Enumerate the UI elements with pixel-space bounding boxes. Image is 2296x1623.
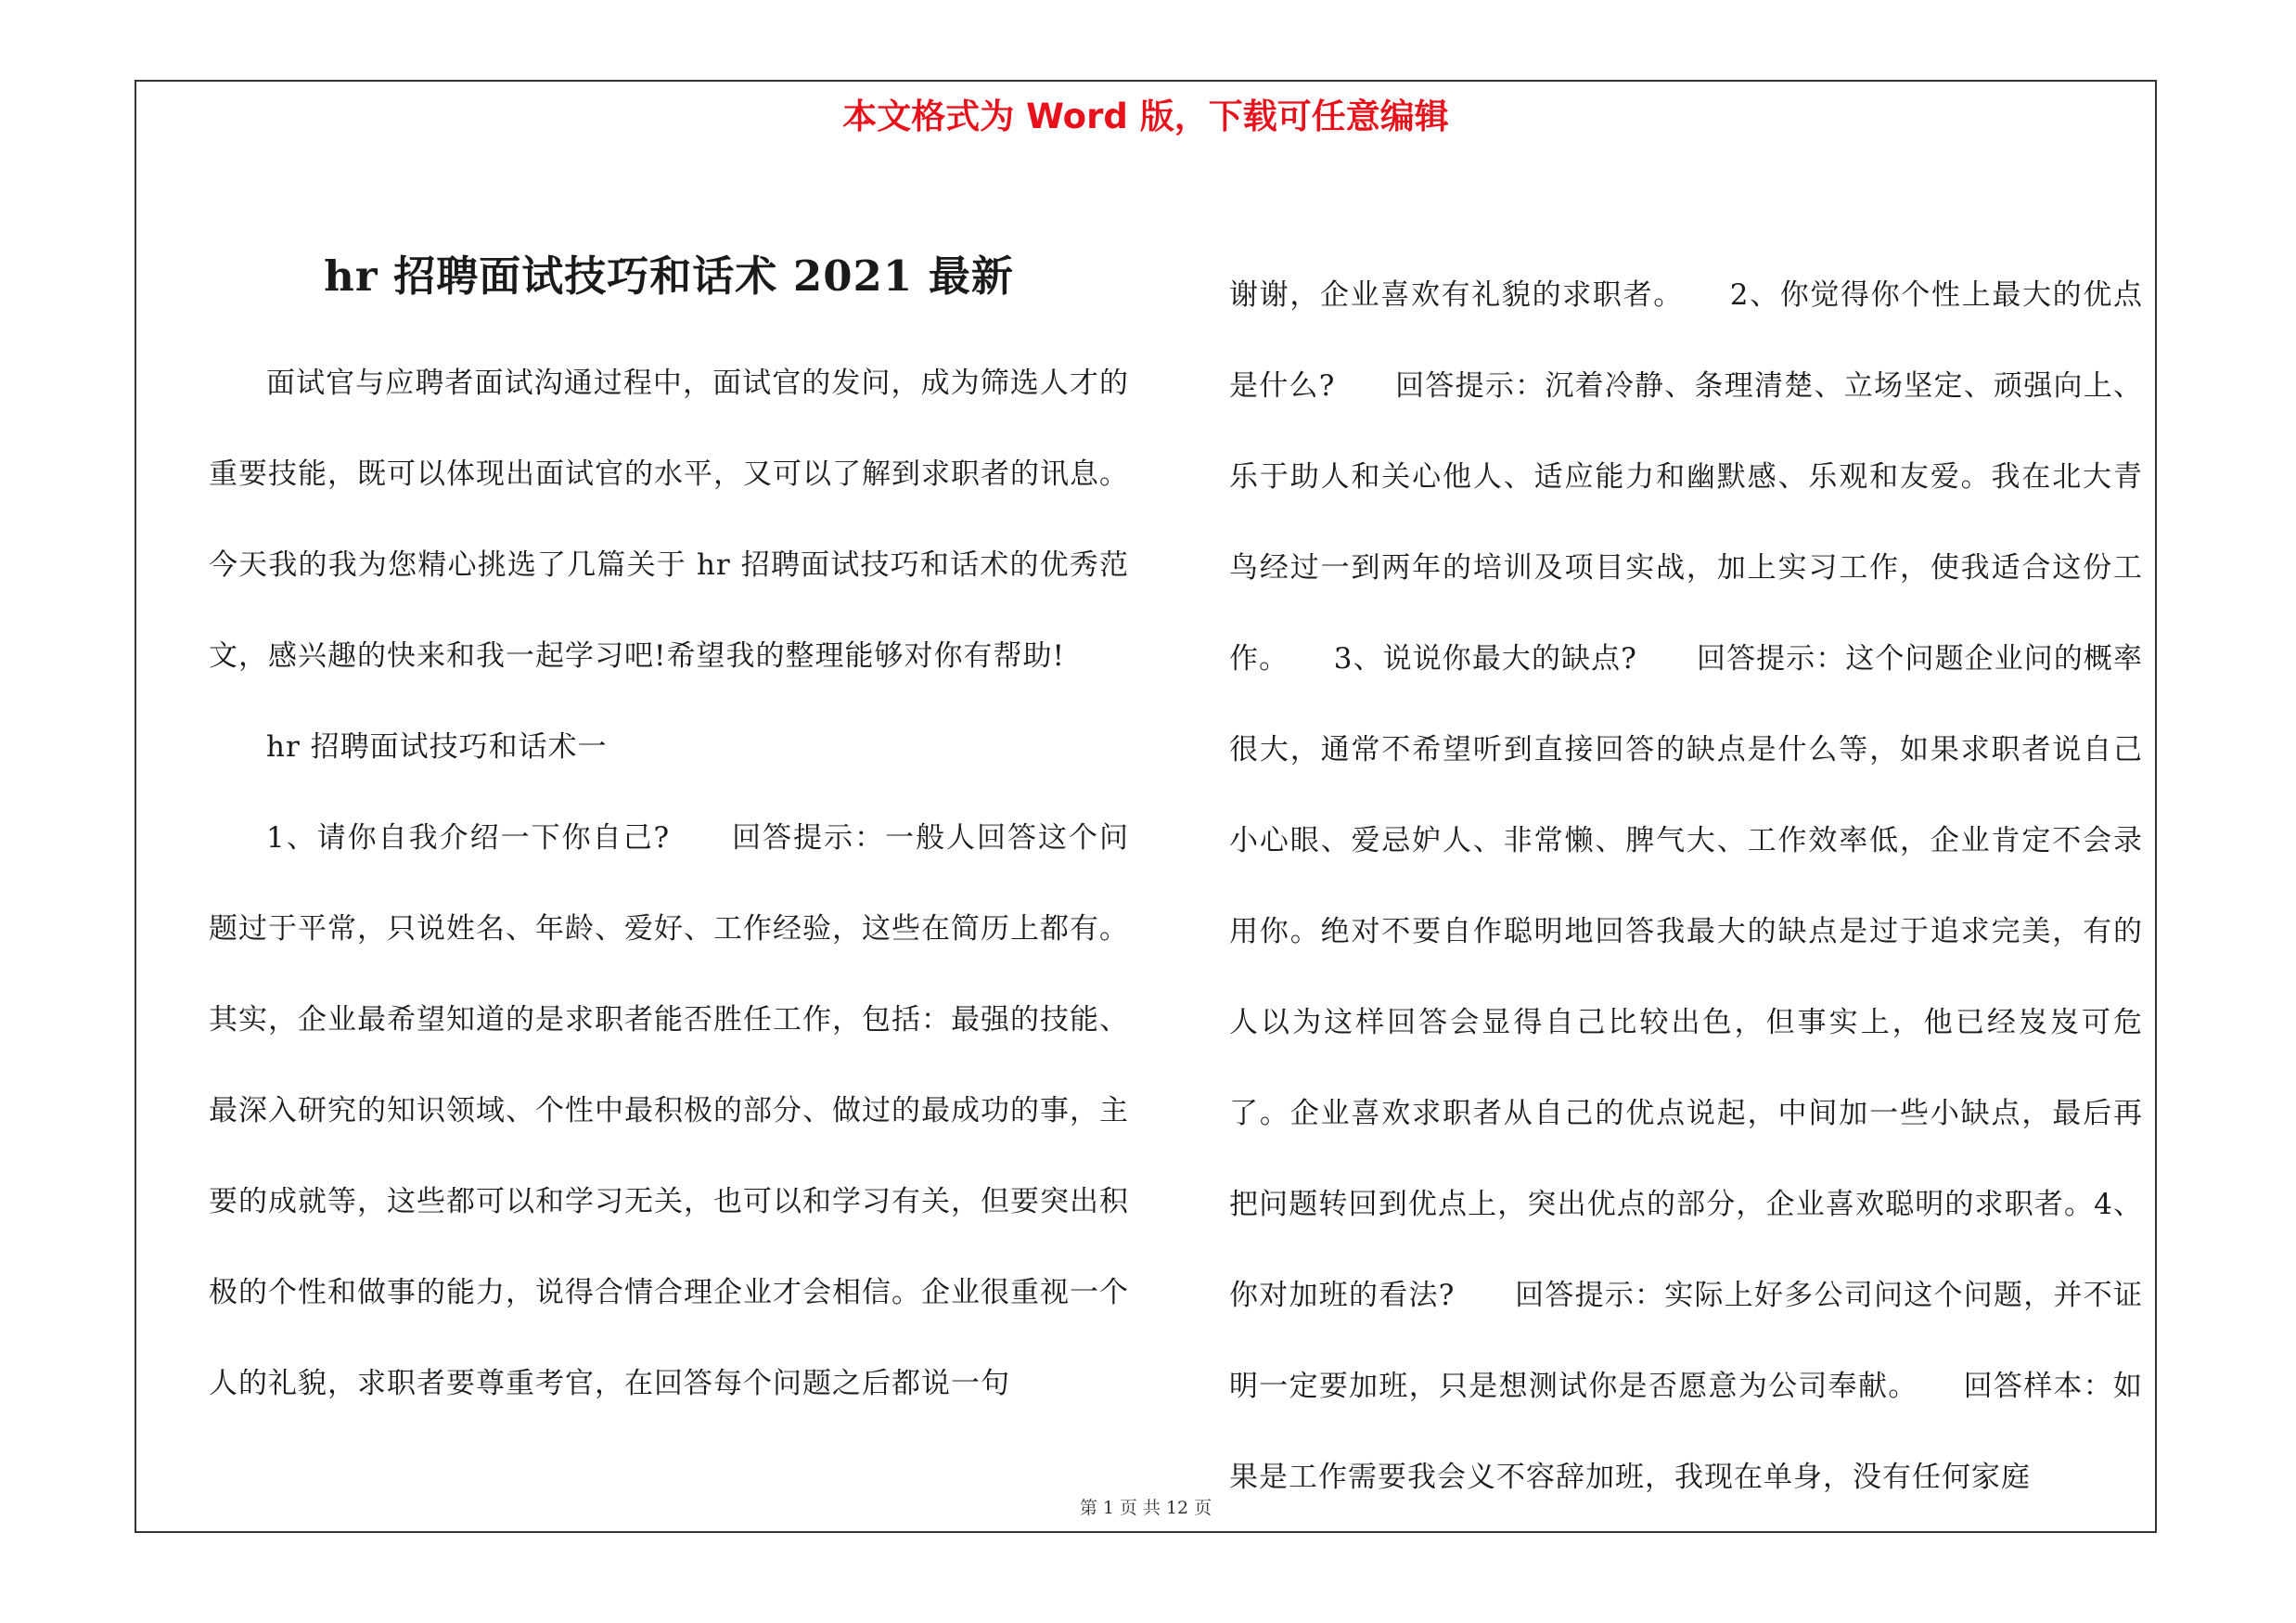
continued-paragraph: 谢谢，企业喜欢有礼貌的求职者。 2、你觉得你个性上最大的优点是什么? 回答提示：沉着冷静、条理清楚、立场坚定、顽强向上、乐于助人和关心他人、适应能力和幽默感、乐观和友爱。我在北大青鸟经过一到两年的培训及项目实战，加上实习工作，使我适合这份工作。 3、说说你最大的缺点? 回答提示：这个问题企业问的概率很大，通常不希望听到直接回答的缺点是什么等，如果求职者说自己小心眼、爱忌妒人、非常懒、脾气大、工作效率低，企业肯定不会录用你。绝对不要自作聪明地回答我最大的缺点是过于追求完美，有的人以为这样回答会显得自己比较出色，但事实上，他已经岌岌可危了。企业喜欢求职者从自己的优点说起，中间加一些小缺点，最后再把问题转回到优点上，突出优点的部分，企业喜欢聪明的求职者。4、你对加班的看法? 回答提示：实际上好多公司问这个问题，并不证明一定要加班，只是想测试你是否愿意为公司奉献。 回答样本：如果是工作需要我会义不容辞加班，我现在单身，没有任何家庭 — [1229, 278, 2143, 1494]
section-heading: hr 招聘面试技巧和话术一 — [266, 730, 608, 764]
footer-page-number: 1 — [1102, 1498, 1114, 1518]
intro-paragraph: 面试官与应聘者面试沟通过程中，面试官的发问，成为筛选人才的重要技能，既可以体现出面试官的水平，又可以了解到求职者的讯息。今天我的我为您精心挑选了几篇关于 hr 招聘面试技巧和话术的优秀范文，感兴趣的快来和我一起学习吧!希望我的整理能够对你有帮助! — [209, 367, 1129, 673]
page-frame — [135, 80, 2157, 1533]
right-column — [1229, 82, 2143, 1523]
page-footer — [136, 1494, 2155, 1522]
footer-suffix: 页 — [1194, 1498, 1212, 1518]
left-column — [209, 82, 1129, 1429]
footer-total-pages: 12 — [1165, 1498, 1189, 1518]
document-title: hr 招聘面试技巧和话术 2021 最新 — [324, 251, 1014, 301]
question-1-paragraph: 1、请你自我介绍一下你自己? 回答提示：一般人回答这个问题过于平常，只说姓名、年龄、爱好、工作经验，这些在简历上都有。其实，企业最希望知道的是求职者能否胜任工作，包括：最强的技能、最深入研究的知识领域、个性中最积极的部分、做过的最成功的事，主要的成就等，这些都可以和学习无关，也可以和学习有关，但要突出积极的个性和做事的能力，说得合情合理企业才会相信。企业很重视一个人的礼貌，求职者要尊重考官，在回答每个问题之后都说一句 — [209, 821, 1129, 1400]
footer-prefix: 第 — [1079, 1498, 1097, 1518]
editable-notice-banner: 本文格式为 Word 版，下载可任意编辑 — [842, 97, 1449, 136]
footer-middle: 页 共 — [1119, 1498, 1161, 1518]
